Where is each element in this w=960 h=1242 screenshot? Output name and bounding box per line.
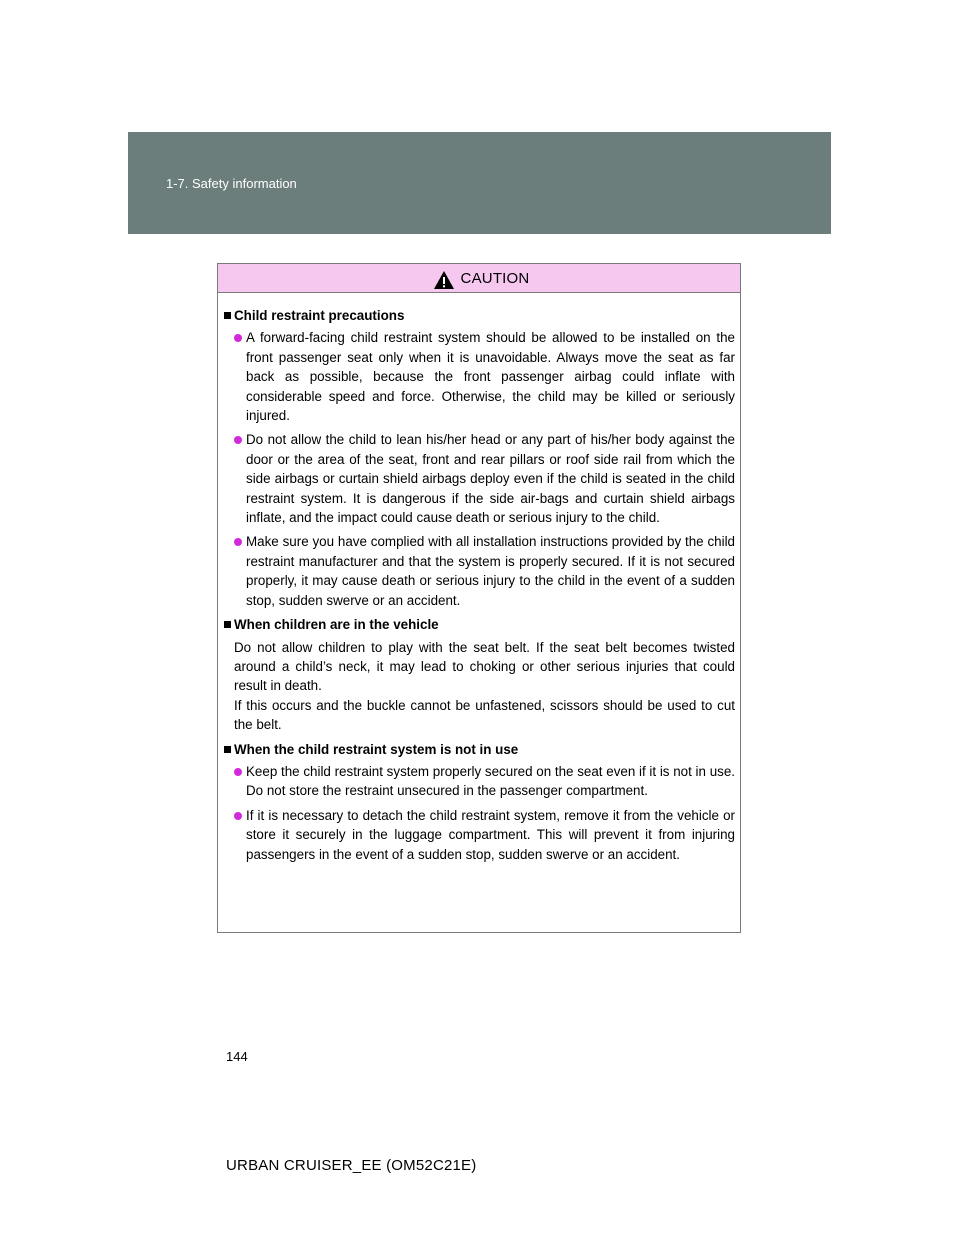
item-text: Keep the child restraint system properly secured on the seat even if it is not in use.	[246, 763, 736, 779]
square-bullet-icon	[224, 746, 231, 753]
list-item	[224, 806, 735, 864]
caution-label: CAUTION	[460, 269, 530, 287]
list-item	[224, 430, 735, 527]
footer-model: URBAN CRUISER_EE (OM52C21E)	[226, 1157, 477, 1174]
paragraph-line: If this occurs and the buckle cannot be unfastened, scissors should be used to cut the belt.	[234, 697, 735, 733]
item-text: Do not allow the child to lean his/her head or any part of his/her body against the door or the area of the seat, front and rear pillars or roof side rail from which the side airbags or curtain shield airbags deploy even if the child is seated in the child restraint system. It is dangerous if the side air-bags and curtain shield airbags inflate, and the impact could cause death or serious injury to the child.	[246, 432, 735, 526]
square-bullet-icon	[224, 312, 231, 319]
heading-text: When children are in the vehicle	[234, 617, 439, 633]
page-number: 144	[226, 1049, 248, 1064]
round-bullet-icon	[234, 436, 242, 444]
warning-triangle-icon	[433, 270, 455, 290]
section-title: 1-7. Safety information	[166, 176, 297, 191]
item-text: A forward-facing child restraint system should be allowed to be installed on the front passenger seat only when it is unavoidable. Always move the seat as far back as possible, because the front passenger airbag could inflate with considerable speed and force. Otherwise, the child may be killed or seriously injured.	[246, 330, 735, 424]
section-heading	[224, 615, 735, 634]
list-item	[224, 328, 735, 425]
item-text: Make sure you have complied with all installation instructions provided by the child restraint manufacturer and that the system is properly secured. If it is not secured properly, it may cause death or serious injury to the child in the event of a sudden stop, sudden swerve or an accident.	[246, 534, 735, 608]
round-bullet-icon	[234, 768, 242, 776]
paragraph-line: Do not allow children to play with the seat belt. If the seat belt becomes twisted around a child’s neck, it may lead to choking or other serious injuries that could result in death.	[234, 639, 735, 694]
paragraph	[224, 638, 735, 735]
square-bullet-icon	[224, 621, 231, 628]
section-heading	[224, 740, 735, 759]
item-text: If it is necessary to detach the child restraint system, remove it from the vehicle or store it securely in the luggage compartment. This will prevent it from injuring passengers in the event of a sudden stop, sudden swerve or an accident.	[246, 807, 735, 862]
list-item	[224, 532, 735, 610]
section-heading	[224, 306, 735, 325]
round-bullet-icon	[234, 334, 242, 342]
header-band	[128, 132, 831, 234]
caution-body	[218, 293, 740, 864]
heading-text: When the child restraint system is not in use	[234, 741, 519, 757]
heading-text: Child restraint precautions	[234, 308, 405, 323]
caution-header	[218, 264, 740, 293]
list-item	[224, 762, 735, 801]
round-bullet-icon	[234, 812, 242, 820]
caution-box	[217, 263, 741, 933]
item-text: Do not store the restraint unsecured in the passenger compartment.	[246, 783, 648, 799]
round-bullet-icon	[234, 538, 242, 546]
